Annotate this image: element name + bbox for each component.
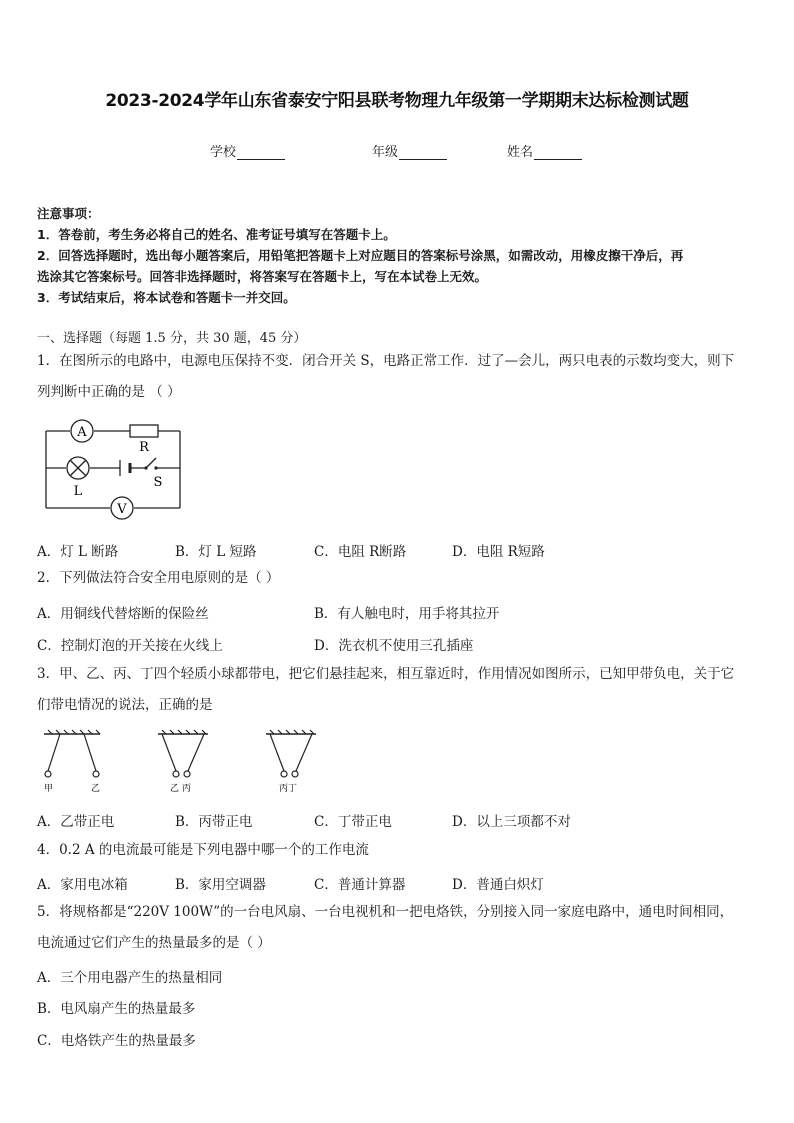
grade-blank [399, 146, 447, 160]
ball-label-yi-bing: 乙 丙 [170, 784, 191, 794]
name-label: 姓名 [507, 145, 534, 160]
ball-label-jia: 甲 [44, 784, 54, 794]
question-1-line2: 列判断中正确的是 （ ） [37, 384, 181, 400]
notes-item: 选涂其它答案标号。回答非选择题时，将答案写在答题卡上，写在本试卷上无效。 [37, 269, 488, 284]
resistor-icon [130, 425, 158, 455]
section-heading: 一、选择题（每题 1.5 分，共 30 题，45 分） [37, 331, 307, 346]
charged-balls-diagram [38, 728, 328, 796]
grade-label: 年级 [372, 145, 399, 160]
q1-option-c[interactable]: C．电阻 R断路 [314, 544, 407, 560]
q3-option-b[interactable]: B．丙带正电 [175, 814, 253, 830]
notes-heading: 注意事项： [37, 206, 100, 221]
question-1 [37, 346, 761, 408]
q5-option-b[interactable]: B．电风扇产生的热量最多 [37, 1001, 196, 1017]
q1-option-d[interactable]: D．电阻 R短路 [452, 544, 545, 560]
voltmeter-label: V [117, 502, 127, 517]
question-2 [37, 563, 761, 594]
ball-label-bing-ding: 丙丁 [279, 784, 298, 794]
q2-option-c[interactable]: C．控制灯泡的开关接在火线上 [37, 638, 223, 654]
question-1-line1: 1．在图所示的电路中，电源电压保持不变．闭合开关 S，电路正常工作．过了—会儿，两只电表的示数均变大，则下 [37, 353, 735, 369]
q4-option-b[interactable]: B．家用空调器 [175, 877, 266, 893]
q1-option-b[interactable]: B．灯 L 短路 [175, 544, 257, 560]
ammeter-label: A [77, 425, 87, 440]
question-5-line1: 5．将规格都是“220V 100W”的一台电风扇、一台电视机和一把电烙铁，分别接入同一家庭电路中，通电时间相同， [37, 904, 734, 920]
question-5-line2: 电流通过它们产生的热量最多的是（ ） [37, 935, 271, 951]
question-4-line1: 4．0.2 A 的电流最可能是下列电器中哪一个的工作电流 [37, 842, 369, 858]
name-blank [534, 146, 582, 160]
q4-option-a[interactable]: A．家用电冰箱 [37, 877, 128, 893]
notes-block [37, 203, 761, 308]
q5-option-a[interactable]: A．三个用电器产生的热量相同 [37, 970, 223, 986]
q2-option-a[interactable]: A．用铜线代替熔断的保险丝 [37, 606, 209, 622]
battery-icon [120, 460, 130, 476]
ball-label-yi: 乙 [91, 784, 101, 794]
q3-option-c[interactable]: C．丁带正电 [314, 814, 392, 830]
switch-label: S [153, 475, 163, 490]
school-blank [237, 146, 285, 160]
circuit-diagram [40, 416, 190, 524]
question-5 [37, 897, 761, 959]
q1-option-a[interactable]: A．灯 L 断路 [37, 544, 119, 560]
question-3-line1: 3．甲、乙、丙、丁四个轻质小球都带电，把它们悬挂起来，相互靠近时，作用情况如图所示，已知甲带负电，关于它 [37, 666, 735, 682]
q5-option-c[interactable]: C．电烙铁产生的热量最多 [37, 1033, 196, 1049]
question-2-line1: 2．下列做法符合安全用电原则的是（ ） [37, 570, 280, 586]
q4-option-c[interactable]: C．普通计算器 [314, 877, 406, 893]
q3-option-d[interactable]: D．以上三项都不对 [452, 814, 571, 830]
q4-option-d[interactable]: D．普通白炽灯 [452, 877, 544, 893]
notes-item: 2．回答选择题时，选出每小题答案后，用铅笔把答题卡上对应题目的答案标号涂黑，如需改动，用橡皮擦干净后，再 [37, 248, 684, 263]
name-field [507, 141, 582, 160]
question-3 [37, 659, 761, 721]
page-title: 2023-2024学年山东省泰安宁阳县联考物理九年级第一学期期末达标检测试题 [105, 91, 689, 111]
notes-item: 3．考试结束后，将本试卷和答题卡一并交回。 [37, 290, 296, 305]
grade-field [372, 141, 447, 160]
question-3-line2: 们带电情况的说法，正确的是 [37, 697, 213, 713]
school-label: 学校 [210, 145, 237, 160]
lamp-icon [67, 457, 89, 499]
resistor-label: R [139, 440, 149, 455]
q2-option-d[interactable]: D．洗衣机不使用三孔插座 [314, 638, 474, 654]
notes-item: 1．答卷前，考生务必将自己的姓名、准考证号填写在答题卡上。 [37, 227, 396, 242]
school-field [210, 141, 285, 160]
question-4 [37, 835, 761, 866]
ammeter-icon [71, 420, 93, 442]
voltmeter-icon [111, 497, 133, 519]
q3-option-a[interactable]: A．乙带正电 [37, 814, 115, 830]
switch-icon [144, 458, 162, 490]
q2-option-b[interactable]: B．有人触电时，用手将其拉开 [314, 606, 500, 622]
lamp-label: L [73, 484, 83, 499]
